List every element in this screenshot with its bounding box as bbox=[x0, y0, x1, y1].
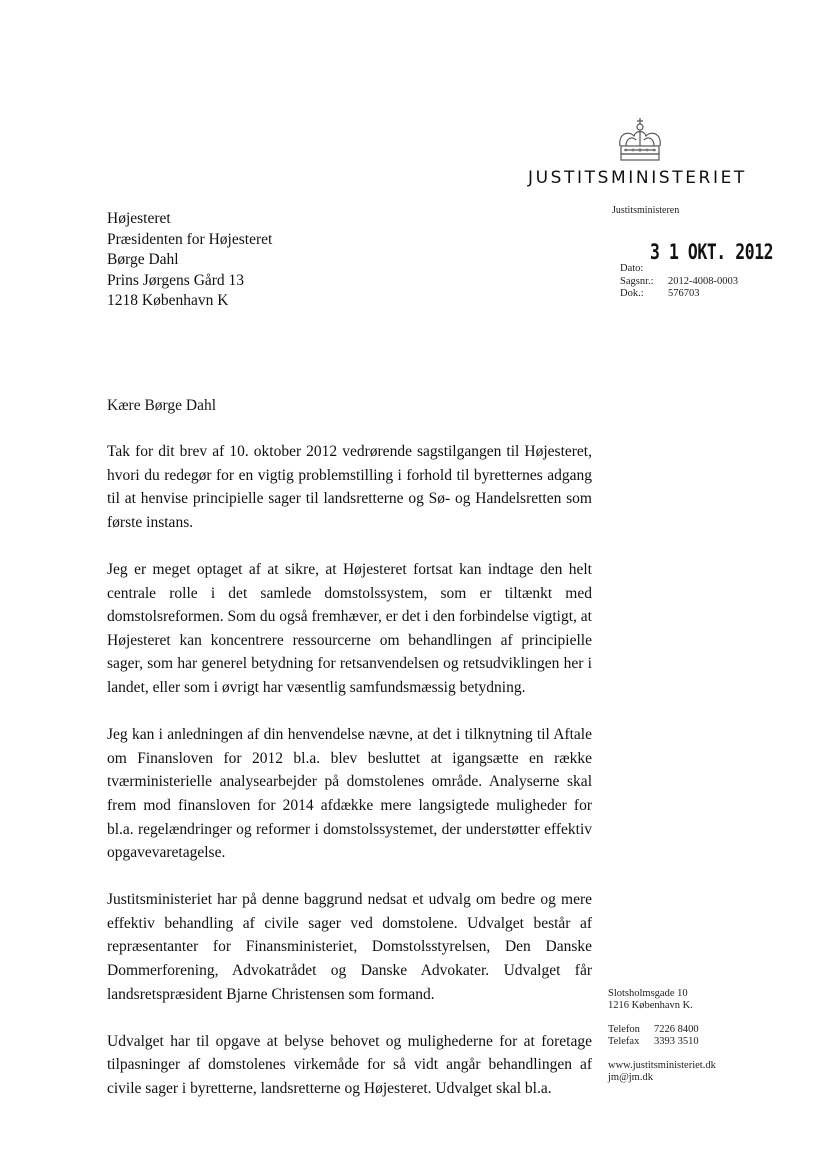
postal-address bbox=[608, 988, 716, 1012]
fax-label: Telefax bbox=[608, 1036, 640, 1047]
website-link[interactable]: www.justitsministeriet.dk bbox=[608, 1060, 716, 1071]
date-stamp: 3 1 OKT. 2012 bbox=[650, 240, 774, 264]
body-paragraph: Jeg kan i anledningen af din henvendelse nævne, at det i tilknytning til Aftale om Finansloven for 2012 bl.a. blev besluttet at igangsætte en række tværministerielle analysearbejder på domstolenes område. Analyserne skal frem mod finansloven for 2014 afdække mere langsigtede muligheder for bl.a. regelændringer og reformer i domstolssystemet, der understøtter effektiv opgavevaretagelse. bbox=[107, 726, 592, 862]
contact-footer bbox=[608, 988, 716, 1096]
body-paragraph: Udvalget har til opgave at belyse behovet og mulighederne for at foretage tilpasninger af domstolenes virkemåde for så vidt angår behandlingen af civile sager i byretterne, landsretterne og Højesteret. Udvalget skal bl.a. bbox=[107, 1032, 592, 1098]
phone-value: 7226 8400 bbox=[654, 1024, 699, 1035]
crown-logo-icon bbox=[612, 116, 668, 166]
fax-row bbox=[608, 1036, 716, 1048]
street-address: Slotsholmsgade 10 bbox=[608, 988, 688, 999]
case-number-label: Sagsnr.: bbox=[620, 275, 654, 287]
body-paragraph: Justitsministeriet har på denne baggrund nedsat et udvalg om bedre og mere effektiv behandling af civile sager ved domstolene. Udvalget består af repræsentanter for Finansministeriet, Domstolsstyrelsen, Den Danske Dommerforening, Advokatrådet og Danske Advokater. Udvalget får landsretspræsident Bjarne Christensen som formand. bbox=[107, 891, 592, 1003]
body-paragraph: Jeg er meget optaget af at sikre, at Højesteret fortsat kan indtage den helt centrale rolle i det samlede domstolssystem, som er tiltænkt med domstolsreformen. Som du også fremhæver, er det i den forbindelse vigtigt, at Højesteret kan koncentrere ressourcerne om behandlingen af principielle sager, som har generel betydning for retsanvendelsen og retsudviklingen her i landet, eller som i øvrigt har væsentlig samfundsmæssig betydning. bbox=[107, 560, 592, 696]
document-number-value: 576703 bbox=[668, 288, 700, 299]
case-number-row bbox=[620, 276, 738, 289]
recipient-line: Prins Jørgens Gård 13 bbox=[107, 271, 245, 289]
body-paragraph: Tak for dit brev af 10. oktober 2012 vedrørende sagstilgangen til Højesteret, hvori du redegør for en vigtig problemstilling i forhold til byretternes adgang til at henvise principielle sager til landsretterne og Sø- og Handelsretten som første instans. bbox=[107, 443, 592, 531]
case-number-value: 2012-4008-0003 bbox=[668, 275, 738, 287]
date-row bbox=[620, 263, 738, 276]
recipient-address bbox=[107, 209, 272, 312]
letter-body bbox=[107, 440, 592, 1124]
salutation: Kære Børge Dahl bbox=[107, 397, 217, 414]
city-address: 1216 København K. bbox=[608, 1000, 693, 1011]
ministry-name: JUSTITSMINISTERIET bbox=[528, 168, 747, 188]
recipient-line: Højesteret bbox=[107, 210, 171, 227]
document-number-label: Dok.: bbox=[620, 288, 644, 299]
web-block bbox=[608, 1060, 716, 1084]
phone-label: Telefon bbox=[608, 1024, 640, 1035]
document-number-row bbox=[620, 288, 738, 301]
sender-label: Justitsministeren bbox=[612, 205, 680, 216]
phone-row bbox=[608, 1024, 716, 1036]
date-label: Dato: bbox=[620, 263, 644, 274]
case-metadata bbox=[620, 263, 738, 301]
phone-block bbox=[608, 1024, 716, 1048]
email-link[interactable]: jm@jm.dk bbox=[608, 1072, 653, 1083]
recipient-line: Børge Dahl bbox=[107, 251, 179, 268]
recipient-line: 1218 København K bbox=[107, 292, 229, 309]
fax-value: 3393 3510 bbox=[654, 1036, 699, 1047]
recipient-line: Præsidenten for Højesteret bbox=[107, 230, 273, 248]
